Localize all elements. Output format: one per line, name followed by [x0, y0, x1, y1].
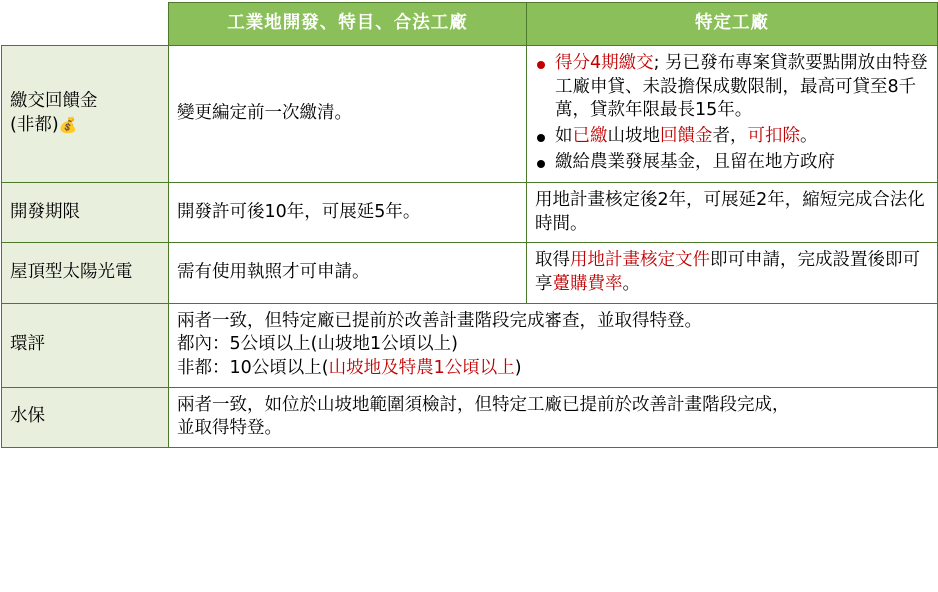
row-label-soil-water: 水保 — [2, 387, 169, 447]
row-label-eia: 環評 — [2, 303, 169, 387]
table-row — [2, 243, 938, 303]
column-header-specific-factory: 特定工廠 — [527, 3, 938, 46]
bullet-list — [535, 52, 929, 174]
row-label-line2 — [10, 114, 160, 138]
bullet-item — [535, 52, 929, 123]
cell-eia-merged — [169, 303, 938, 387]
comparison-table-slide — [0, 2, 938, 592]
cell-development-period-industrial: 開發許可後10年，可展延5年。 — [169, 183, 527, 243]
bullet-text-segment: ; 另已發布專案貸款要點開放由特登工廠申貸、未設擔保成數限制，最高可貸至8千萬，貸款年限最長15年。 — [555, 53, 928, 121]
cell-soil-water-merged — [169, 387, 938, 447]
column-header-industrial: 工業地開發、特目、合法工廠 — [169, 3, 527, 46]
text-line — [177, 357, 929, 381]
table-row — [2, 46, 938, 183]
text-segment: 山坡地及特農1公頃以上 — [328, 357, 515, 378]
text-segment: 兩者一致，但特定廠已提前於改善計畫階段完成審查，並取得特登。 — [177, 310, 702, 331]
cell-development-period-specific: 用地計畫核定後2年，可展延2年，縮短完成合法化時間。 — [527, 183, 938, 243]
cell-feedback-fee-specific — [527, 46, 938, 183]
text-segment: 非都：10公頃以上( — [177, 357, 329, 378]
text-line — [177, 394, 929, 418]
text-segment: ) — [514, 357, 522, 378]
bullet-text-segment: 繳給農業發展基金，且留在地方政府 — [555, 151, 835, 172]
bullet-text-segment: 如 — [555, 125, 573, 146]
bullet-dot-icon — [537, 160, 545, 168]
text-line — [177, 417, 929, 441]
row-label-development-period: 開發期限 — [2, 183, 169, 243]
comparison-table — [1, 2, 938, 448]
cell-rooftop-solar-specific — [527, 243, 938, 303]
row-label-rooftop-solar: 屋頂型太陽光電 — [2, 243, 169, 303]
table-body — [2, 46, 938, 448]
money-bag-icon: 💰 — [58, 116, 77, 135]
bullet-dot-icon — [537, 61, 545, 69]
bullet-text-segment: 。 — [800, 125, 818, 146]
text-segment: 躉購費率 — [552, 274, 623, 294]
text-segment: 並取得特登。 — [177, 418, 282, 439]
bullet-item — [535, 151, 929, 175]
table-corner-cell — [2, 3, 169, 46]
table-header — [2, 3, 938, 46]
bullet-text-segment: 已繳 — [572, 125, 608, 146]
table-row — [2, 183, 938, 243]
bullet-text-segment: 者， — [712, 125, 748, 146]
row-label-feedback-fee — [2, 46, 169, 183]
text-segment: 都內：5公頃以上(山坡地1公頃以上) — [177, 334, 458, 355]
row-label-line2-text: (非都) — [10, 115, 59, 136]
text-segment: 即可申請，完成設置後即可享 — [535, 250, 920, 294]
table-header-row — [2, 3, 938, 46]
bullet-text-segment: 山坡地 — [607, 125, 660, 146]
text-line — [177, 333, 929, 357]
text-segment: 用地計畫核定文件 — [570, 250, 710, 271]
text-segment: 取得 — [535, 250, 570, 271]
table-row — [2, 387, 938, 447]
text-segment: 兩者一致，如位於山坡地範圍須檢討，但特定工廠已提前於改善計畫階段完成， — [177, 394, 790, 415]
cell-rooftop-solar-industrial: 需有使用執照才可申請。 — [169, 243, 527, 303]
bullet-item — [535, 125, 929, 149]
bullet-text-segment: 可扣除 — [747, 125, 800, 146]
bullet-text-segment: 得分4期繳交 — [555, 53, 654, 73]
cell-feedback-fee-industrial: 變更編定前一次繳清。 — [169, 46, 527, 183]
table-row — [2, 303, 938, 387]
bullet-text-segment: 回饋金 — [660, 125, 713, 146]
text-line — [177, 310, 929, 334]
row-label-line1: 繳交回饋金 — [10, 91, 98, 112]
text-segment: 。 — [622, 274, 640, 294]
bullet-dot-icon — [537, 134, 545, 142]
